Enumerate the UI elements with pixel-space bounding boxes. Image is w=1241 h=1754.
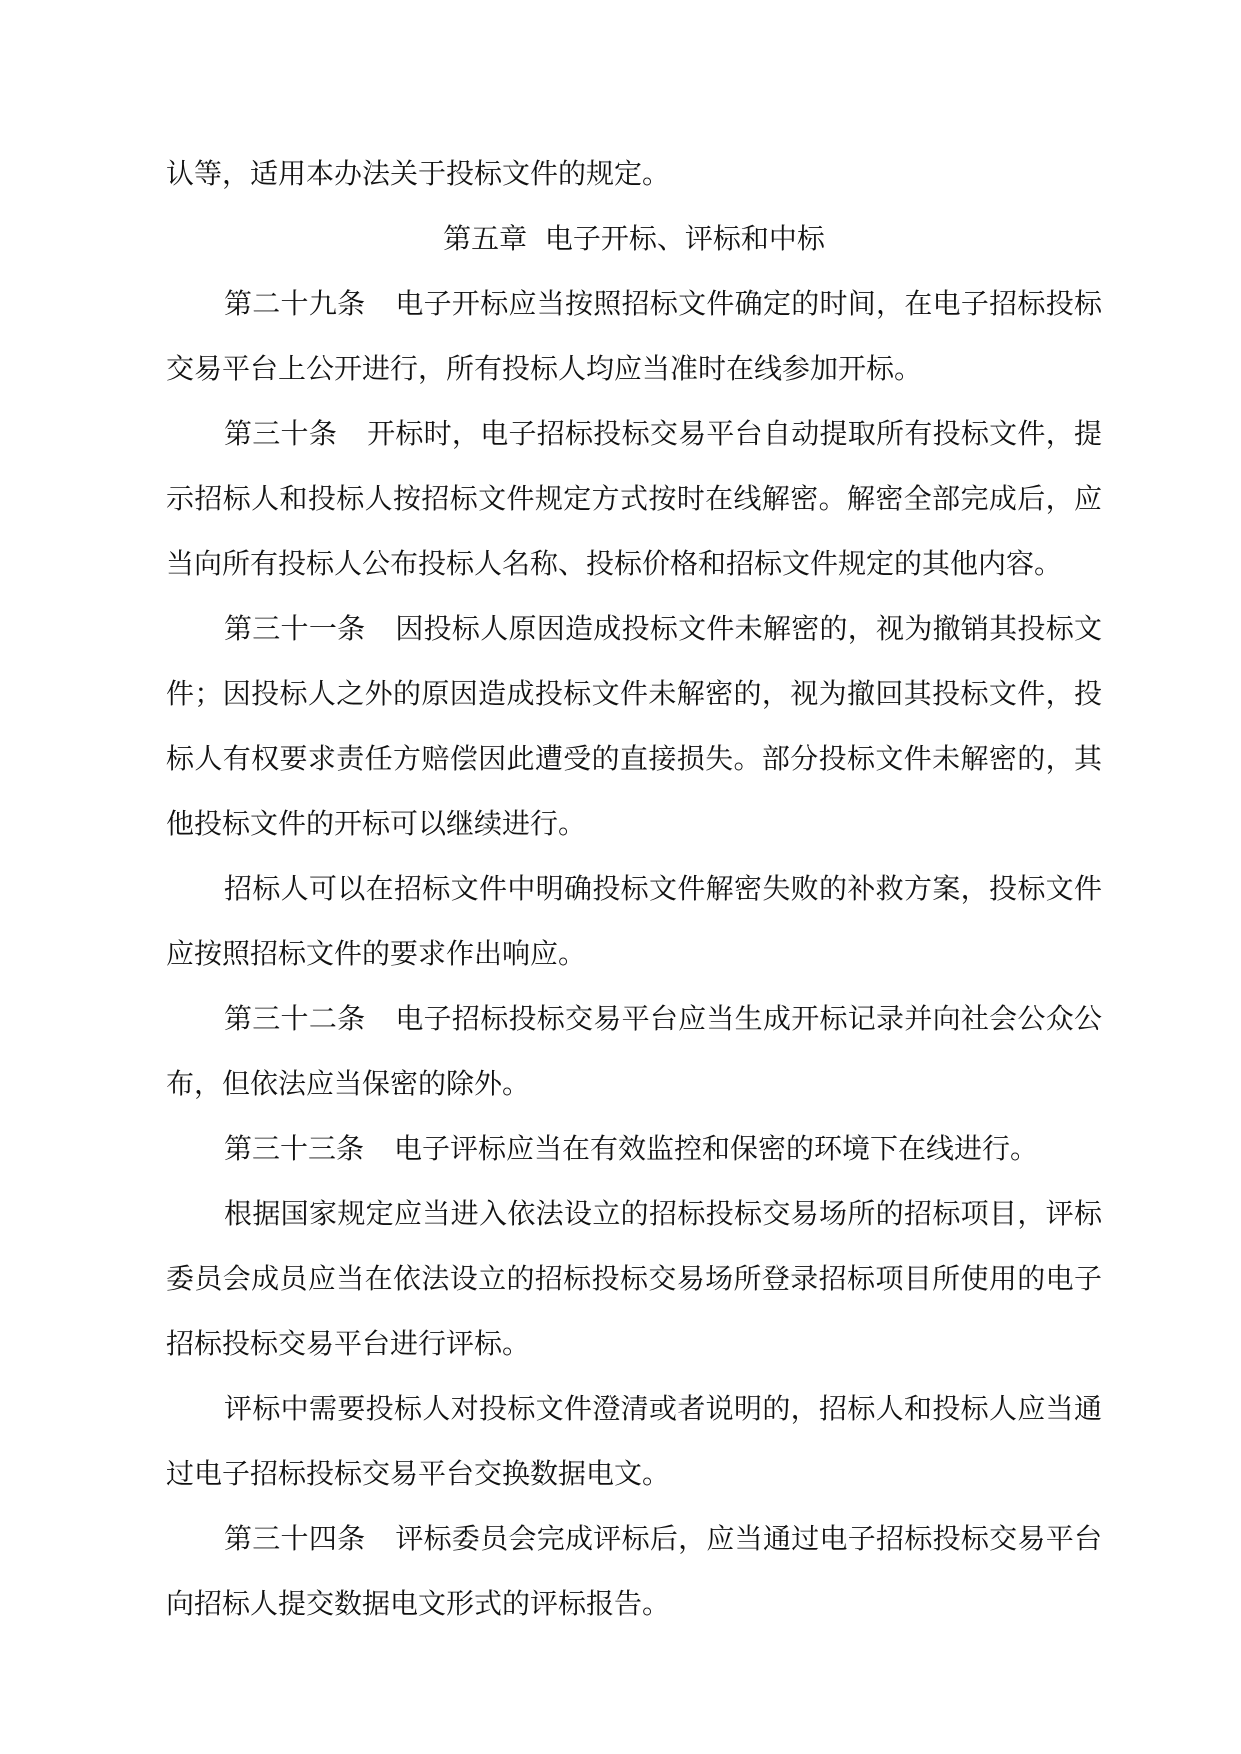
article-number: 第三十四条 [224, 1522, 366, 1555]
paragraph-continuation [166, 141, 1102, 206]
article-number: 第三十二条 [224, 1002, 366, 1035]
article-number: 第三十条 [224, 417, 338, 450]
article-text: 电子招标投标交易平台应当生成开标记录并向社会公众公布，但依法应当保密的除外。 [166, 1002, 1102, 1100]
chapter-title: 第五章 电子开标、评标和中标 [443, 222, 825, 255]
paragraph-text: 招标人可以在招标文件中明确投标文件解密失败的补救方案，投标文件应按照招标文件的要求作出响应。 [166, 872, 1102, 970]
document-body [166, 141, 1102, 1636]
article-number: 第二十九条 [224, 287, 366, 320]
article-29 [166, 271, 1102, 401]
chapter-heading [166, 206, 1102, 271]
paragraph-evaluation-venue [166, 1181, 1102, 1376]
article-text: 电子评标应当在有效监控和保密的环境下在线进行。 [394, 1132, 1039, 1165]
paragraph-text: 根据国家规定应当进入依法设立的招标投标交易场所的招标项目，评标委员会成员应当在依法设立的招标投标交易场所登录招标项目所使用的电子招标投标交易平台进行评标。 [166, 1197, 1102, 1360]
article-text: 评标委员会完成评标后，应当通过电子招标投标交易平台向招标人提交数据电文形式的评标报告。 [166, 1522, 1102, 1620]
article-text: 电子开标应当按照招标文件确定的时间，在电子招标投标交易平台上公开进行，所有投标人均应当准时在线参加开标。 [166, 287, 1102, 385]
article-33 [166, 1116, 1102, 1181]
article-30 [166, 401, 1102, 596]
paragraph-text: 认等，适用本办法关于投标文件的规定。 [166, 157, 671, 190]
paragraph-clarification [166, 1376, 1102, 1506]
paragraph-decryption-remedy [166, 856, 1102, 986]
article-text: 开标时，电子招标投标交易平台自动提取所有投标文件，提示招标人和投标人按招标文件规定方式按时在线解密。解密全部完成后，应当向所有投标人公布投标人名称、投标价格和招标文件规定的其他内容。 [166, 417, 1102, 580]
paragraph-text: 评标中需要投标人对投标文件澄清或者说明的，招标人和投标人应当通过电子招标投标交易平台交换数据电文。 [166, 1392, 1102, 1490]
article-34 [166, 1506, 1102, 1636]
article-number: 第三十一条 [224, 612, 366, 645]
article-32 [166, 986, 1102, 1116]
article-number: 第三十三条 [224, 1132, 365, 1165]
article-text: 因投标人原因造成投标文件未解密的，视为撤销其投标文件；因投标人之外的原因造成投标文件未解密的，视为撤回其投标文件，投标人有权要求责任方赔偿因此遭受的直接损失。部分投标文件未解密的，其他投标文件的开标可以继续进行。 [166, 612, 1102, 840]
article-31 [166, 596, 1102, 856]
